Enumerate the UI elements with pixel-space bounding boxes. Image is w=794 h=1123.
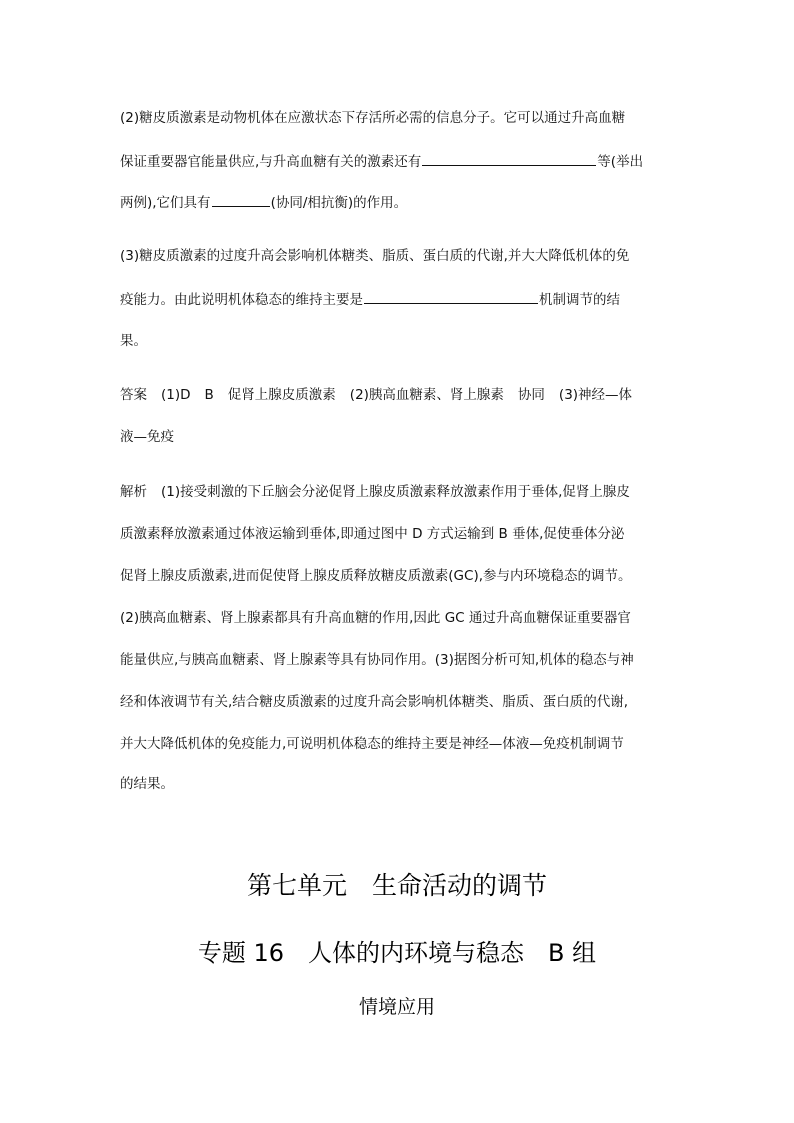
question-2-line-2 xyxy=(120,151,680,172)
question-2-line-3-text: 两例),它们具有 xyxy=(120,195,211,211)
analysis-line-3: 促肾上腺皮质激素,进而促使肾上腺皮质释放糖皮质激素(GC),参与内环境稳态的调节。 xyxy=(120,568,632,584)
analysis-line-4: (2)胰高血糖素、肾上腺素都具有升高血糖的作用,因此 GC 通过升高血糖保证重要器官 xyxy=(120,610,631,626)
question-3-line-2-tail: 机制调节的结 xyxy=(539,292,620,308)
topic-heading: 专题 16 人体的内环境与稳态 B 组 xyxy=(197,939,597,967)
answer-line-1 xyxy=(120,385,680,405)
question-2-line-3-tail: (协同/相抗衡)的作用。 xyxy=(270,195,408,211)
question-3-line-3: 果。 xyxy=(120,333,147,349)
question-2-line-2-tail: 等(举出 xyxy=(597,154,644,170)
answer-blank xyxy=(422,151,596,166)
answer-part: (2)胰高血糖素、肾上腺素 xyxy=(349,387,504,403)
analysis-line-5: 能量供应,与胰高血糖素、肾上腺素等具有协同作用。(3)据图分析可知,机体的稳态与神 xyxy=(120,652,634,668)
question-2-line-1: (2)糖皮质激素是动物机体在应激状态下存活所必需的信息分子。它可以通过升高血糖 xyxy=(120,110,626,126)
answer-line-2: 液—免疫 xyxy=(120,429,174,445)
analysis-line-7: 并大大降低机体的免疫能力,可说明机体稳态的维持主要是神经—体液—免疫机制调节 xyxy=(120,736,624,752)
analysis-line-1 xyxy=(120,482,680,502)
analysis-line-8: 的结果。 xyxy=(120,776,174,792)
answer-label: 答案 xyxy=(120,387,147,403)
question-3-line-2 xyxy=(120,289,680,310)
question-3-line-2-text: 疫能力。由此说明机体稳态的维持主要是 xyxy=(120,292,363,308)
answer-part: (1)D xyxy=(161,387,191,403)
answer-part: (3)神经—体 xyxy=(558,387,633,403)
analysis-line-6: 经和体液调节有关,结合糖皮质激素的过度升高会影响机体糖类、脂质、蛋白质的代谢, xyxy=(120,694,629,710)
question-3-line-1: (3)糖皮质激素的过度升高会影响机体糖类、脂质、蛋白质的代谢,并大大降低机体的免 xyxy=(120,248,630,264)
answer-blank xyxy=(212,192,270,207)
analysis-label: 解析 xyxy=(120,484,147,500)
analysis-text: (1)接受刺激的下丘脑会分泌促肾上腺皮质激素释放激素作用于垂体,促肾上腺皮 xyxy=(161,484,630,500)
answer-part: B xyxy=(204,387,214,403)
unit-heading: 第七单元 生命活动的调节 xyxy=(246,871,547,900)
answer-part: 协同 xyxy=(517,387,545,403)
analysis-line-2: 质激素释放激素通过体液运输到垂体,即通过图中 D 方式运输到 B 垂体,促使垂体分泌 xyxy=(120,526,625,542)
question-2-line-2-text: 保证重要器官能量供应,与升高血糖有关的激素还有 xyxy=(120,154,422,170)
section-heading: 情境应用 xyxy=(358,996,435,1018)
question-2-line-3 xyxy=(120,192,680,213)
answer-part: 促肾上腺皮质激素 xyxy=(227,387,336,403)
answer-blank xyxy=(364,289,538,304)
